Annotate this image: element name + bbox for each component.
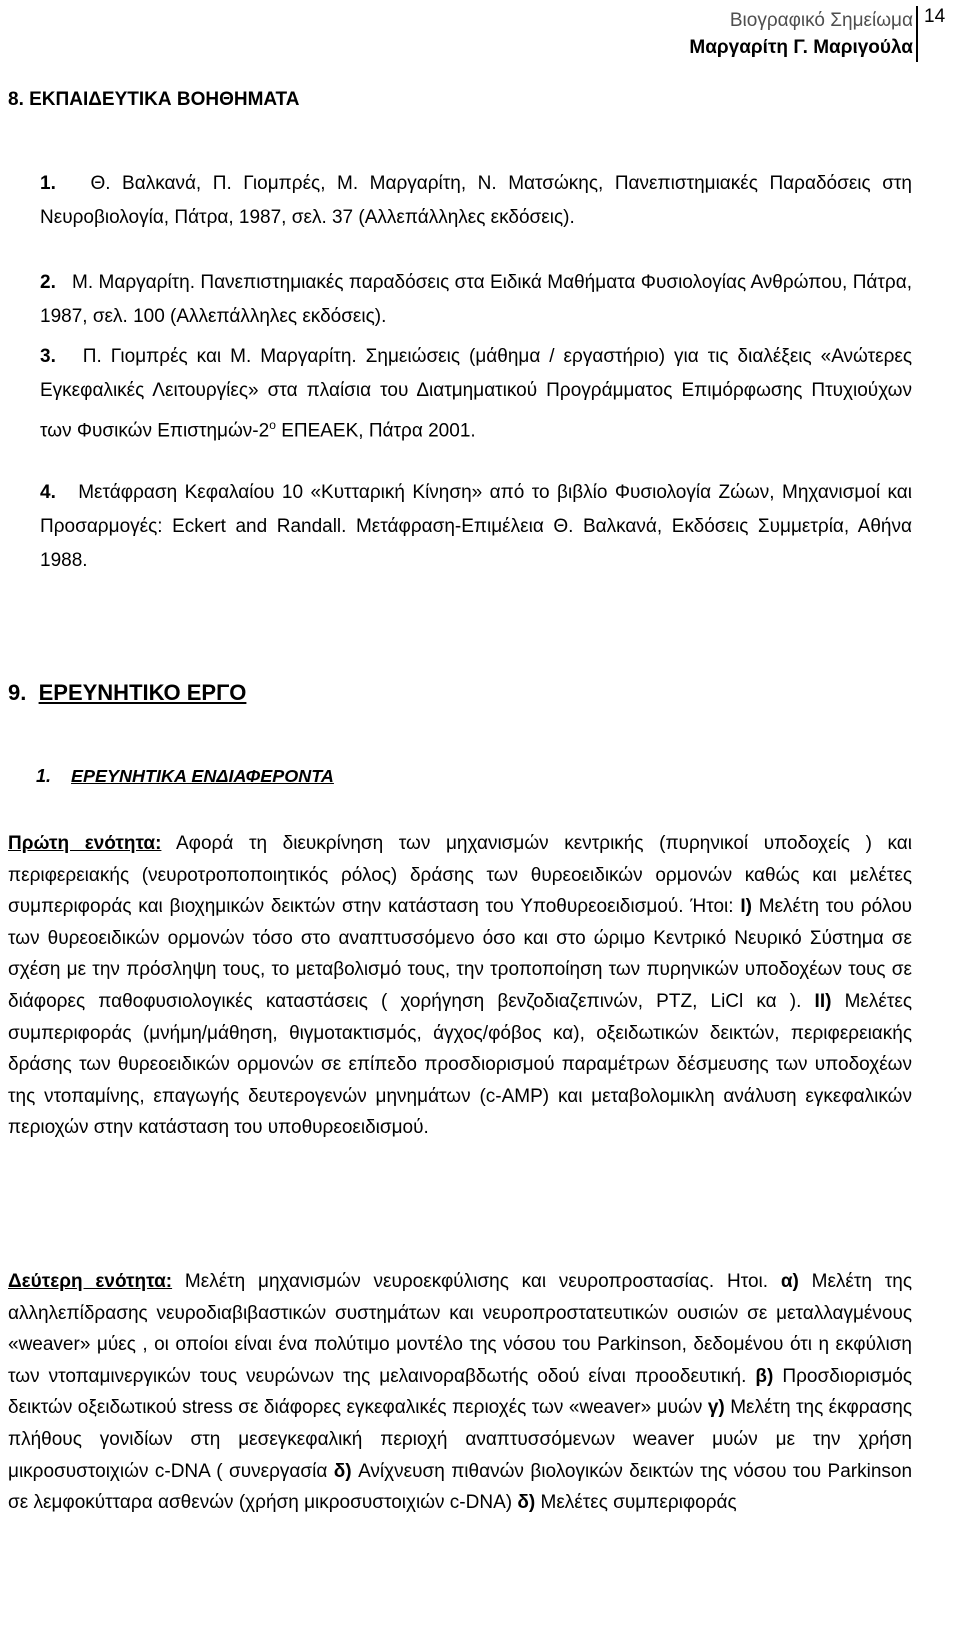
- subsection-title: ΕΡΕΥΝΗΤΙΚΑ ΕΝΔΙΑΦΕΡΟΝΤΑ: [71, 766, 334, 786]
- header-author: Μαργαρίτη Γ. Μαριγούλα: [689, 37, 913, 58]
- running-header: [689, 7, 913, 61]
- subsection-heading: [36, 766, 940, 787]
- reference-text: Σημειώσεις (μάθημα / εργαστήριο) για τις διαλέξεις «Ανώτερες Εγκεφαλικές Λειτουργίες» στα πλαίσια του Διατμηματικού Προγράμματος Επιμόρφωσης Πτυχιούχων των Φυσικών Επιστημών-2: [40, 346, 913, 442]
- marker: γ): [707, 1397, 725, 1419]
- header-divider: [916, 6, 918, 62]
- reference-item-3: [40, 340, 912, 448]
- reference-item-1: [40, 167, 912, 235]
- reference-number: 2.: [40, 272, 56, 293]
- unit-2-text: Μελέτη της έκφρασης πλήθους γονιδίων στη μεσεγκεφαλική περιοχή αναπτυσσόμενων weaver μυών με την χρήση μικροσυστοιχιών c-DNA ( συνεργασία: [8, 1397, 912, 1482]
- reference-text: Μετάφραση Κεφαλαίου 10 «Κυτταρική Κίνηση» από το βιβλίο Φυσιολογία Ζώων, Μηχανισμοί και Προσαρμογές: Eckert and Randall. Μετάφραση-Επιμέλεια Θ. Βαλκανά, Εκδόσεις Συμμετρία, Αθήνα 1988.: [40, 482, 912, 571]
- subsection-number: 1.: [36, 766, 52, 786]
- reference-text: Μ. Μαργαρίτη. Πανεπιστημιακές παραδόσεις στα Ειδικά Μαθήματα Φυσιολογίας Ανθρώπου, Πάτρα, 1987, σελ. 100 (Αλλεπάλληλες εκδόσεις).: [40, 272, 912, 327]
- unit-2-text: Ανίχνευση πιθανών βιολογικών δεικτών της νόσου του Parkinson σε λεμφοκύτταρα ασθενών (χρήση μικροσυστοιχιών c-DNA): [8, 1460, 913, 1514]
- reference-text: Θ. Βαλκανά, Π. Γιομπρές, Μ. Μαργαρίτη, Ν. Ματσώκης, Πανεπιστημιακές Παραδόσεις στη Νευροβιολογία, Πάτρα, 1987, σελ. 37 (Αλλεπάλληλες εκδόσεις).: [40, 173, 912, 228]
- reference-text-end: ΕΠΕΑΕΚ, Πάτρα 2001.: [281, 420, 476, 442]
- unit-2-label: Δεύτερη ενότητα:: [8, 1271, 173, 1292]
- unit-2-text: Μελέτη της αλληλεπίδρασης νευροδιαβιβαστικών συστημάτων και νευροπροστατευτικών ουσιών σε μεταλλαγμένους «weaver» μύες , οι οποίοι είναι ένα πολύτιμο μοντέλο της νόσου του Parkinson, δεδομένου ότι η εκφύλιση των ντοπαμινεργικών τους νευρώνων της μελαινοραβδωτής οδού είναι προοδευτική.: [8, 1271, 912, 1387]
- page-number: 14: [924, 6, 946, 27]
- marker: δ): [517, 1492, 536, 1514]
- marker: α): [780, 1271, 799, 1292]
- marker: I): [740, 896, 752, 918]
- reference-number: 1.: [40, 173, 56, 194]
- marker: II): [814, 990, 832, 1012]
- unit-1-label: Πρώτη ενότητα:: [8, 833, 162, 854]
- superscript: ο: [269, 418, 276, 432]
- marker: δ): [333, 1460, 352, 1482]
- section-9-title: ΕΡΕΥΝΗΤΙΚΟ ΕΡΓΟ: [38, 680, 247, 705]
- section-9-number: 9.: [8, 680, 27, 705]
- reference-item-4: [40, 476, 912, 578]
- paragraph-unit-1: [8, 828, 912, 1144]
- unit-1-text: Μελέτες συμπεριφοράς (μνήμη/μάθηση, θιγμοτακτισμός, άγχος/φόβος κα), οξειδωτικών δεικτών, περιφερειακής δράσης των θυρεοειδικών ορμονών σε επίπεδο προσδιορισμού παραμέτρων δέσμευσης των υποδοχέων της ντοπαμίνης, επαγωγής δευτερογενών μηνημάτων (c-AMP) και μεταβολομικλη ανάλυση εγκεφαλικών περιοχών στην κατάσταση του υποθυρεοειδισμού.: [8, 990, 912, 1139]
- unit-1-text: Μελέτη του ρόλου των θυρεοειδικών ορμονών τόσο στο αναπτυσσόμενο όσο και στο ώριμο Κεντρικό Νευρικό Σύστημα σε σχέση με την πρόσληψη τους, το μεταβολισμό τους, την τροποποίηση των πυρηνικών υποδοχέων τους σε διάφορες παθοφυσιολογικές καταστάσεις ( χορήγηση βενζοδιαζεπινών, PTZ, LiCl κα ).: [8, 896, 913, 1012]
- reference-number: 3.: [40, 346, 56, 367]
- unit-1-text: Αφορά τη διευκρίνηση των μηχανισμών κεντρικής (πυρηνικοί υποδοχείς ) και περιφερειακής (νευροτροποποιητικός ρόλος) δράσης των θυρεοειδικών ορμονών καθώς και μελέτες συμπεριφοράς και βιοχημικών δεικτών στην κατάσταση του Υποθυρεοειδισμού. Ήτοι:: [8, 833, 912, 918]
- unit-2-text: Μελέτη μηχανισμών νευροεκφύλισης και νευροπροστασίας. Ητοι.: [184, 1271, 769, 1292]
- section-9-heading: [8, 680, 912, 706]
- section-8-heading: 8. ΕΚΠΑΙΔΕΥΤΙΚΑ ΒΟΗΘΗΜΑΤΑ: [8, 89, 300, 110]
- reference-item-2: [40, 266, 912, 334]
- header-title: Βιογραφικό Σημείωμα: [729, 10, 913, 31]
- unit-2-text: Προσδιορισμός δεικτών οξειδωτικού stress σε διάφορες εγκεφαλικές περιοχές των «weaver» μυών: [8, 1365, 912, 1419]
- marker: β): [755, 1365, 774, 1387]
- unit-2-text: Μελέτες συμπεριφοράς: [540, 1492, 737, 1514]
- reference-authors: Π. Γιομπρές και Μ. Μαργαρίτη.: [82, 346, 357, 367]
- reference-number: 4.: [40, 482, 56, 503]
- paragraph-unit-2: [8, 1266, 912, 1519]
